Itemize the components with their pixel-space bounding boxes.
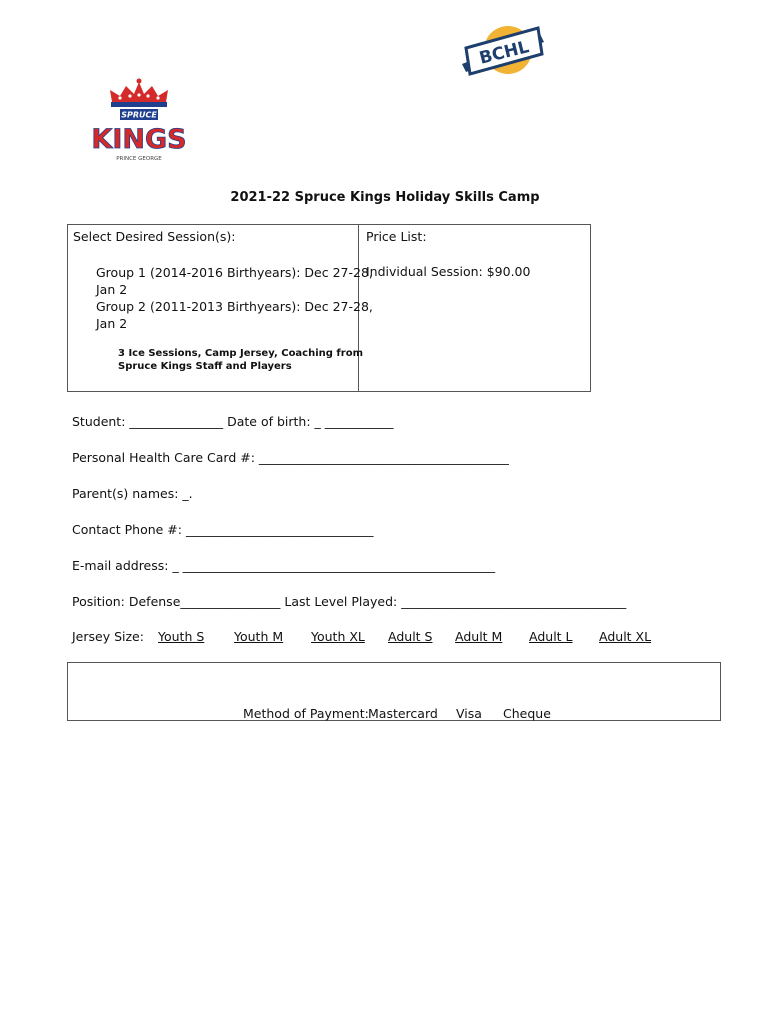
- svg-text:SPRUCE: SPRUCE: [121, 110, 157, 120]
- jersey-option-adult-l[interactable]: Adult L: [529, 629, 573, 644]
- contact-phone-field[interactable]: Contact Phone #: ______________________________: [72, 522, 374, 537]
- sessions-header: Select Desired Session(s):: [73, 229, 236, 244]
- bchl-logo: [456, 20, 548, 78]
- jersey-option-adult-s[interactable]: Adult S: [388, 629, 433, 644]
- health-card-field[interactable]: Personal Health Care Card #: ________________________________________: [72, 450, 509, 465]
- parent-names-field[interactable]: Parent(s) names: _.: [72, 486, 193, 501]
- crown-icon: [110, 79, 168, 108]
- jersey-size-label: Jersey Size:: [72, 629, 144, 644]
- session-note: 3 Ice Sessions, Camp Jersey, Coaching from Spruce Kings Staff and Players: [118, 348, 363, 372]
- spruce-kings-logo: [90, 78, 188, 166]
- payment-option-cheque[interactable]: Cheque: [503, 706, 551, 721]
- jersey-option-youth-xl[interactable]: Youth XL: [311, 629, 365, 644]
- jersey-option-youth-m[interactable]: Youth M: [234, 629, 284, 644]
- session-group-2[interactable]: Group 2 (2011-2013 Birthyears): Dec 27-28, Jan 2: [96, 299, 373, 331]
- jersey-option-adult-m[interactable]: Adult M: [455, 629, 503, 644]
- price-individual-session: Individual Session: $90.00: [366, 264, 531, 279]
- price-list-header: Price List:: [366, 229, 427, 244]
- session-group-list: [96, 264, 373, 332]
- payment-option-visa[interactable]: Visa: [456, 706, 482, 721]
- payment-method-label: Method of Payment:: [243, 706, 369, 721]
- student-field[interactable]: Student: _______________ Date of birth: _ ___________: [72, 414, 394, 429]
- jersey-option-youth-s[interactable]: Youth S: [158, 629, 205, 644]
- session-group-1[interactable]: Group 1 (2014-2016 Birthyears): Dec 27-28, Jan 2: [96, 265, 373, 297]
- jersey-option-adult-xl[interactable]: Adult XL: [599, 629, 652, 644]
- position-field[interactable]: Position: Defense________________ Last Level Played: ____________________________________: [72, 594, 627, 609]
- svg-text:BCHL: BCHL: [477, 37, 532, 69]
- payment-option-mastercard[interactable]: Mastercard: [368, 706, 438, 721]
- svg-text:KINGS: KINGS: [91, 124, 187, 155]
- svg-text:PRINCE GEORGE: PRINCE GEORGE: [116, 156, 162, 162]
- form-title: 2021-22 Spruce Kings Holiday Skills Camp: [230, 190, 540, 205]
- email-field[interactable]: E-mail address: _ __________________________________________________: [72, 558, 496, 573]
